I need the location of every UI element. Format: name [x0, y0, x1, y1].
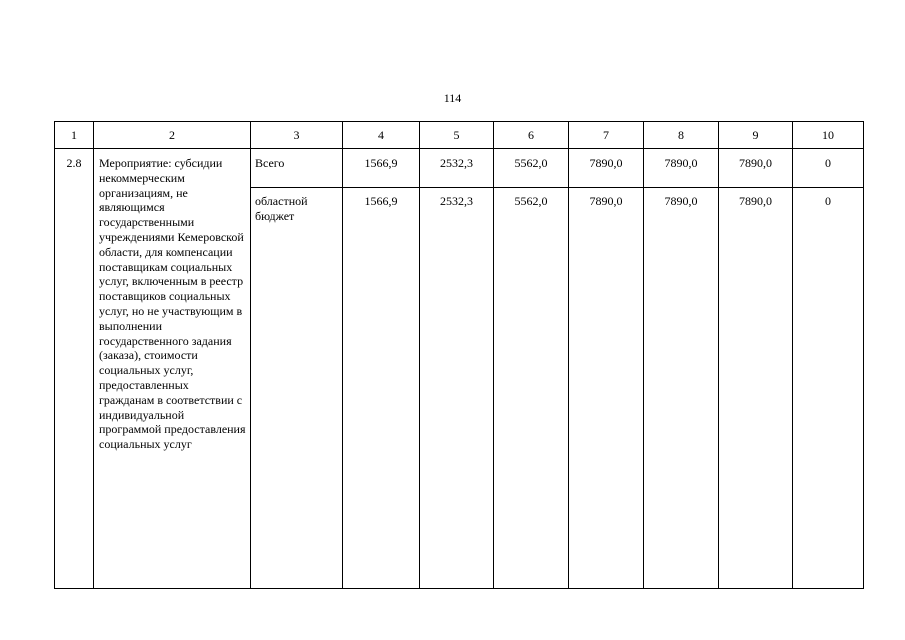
table-row [55, 149, 864, 188]
header-cell: 4 [343, 122, 420, 149]
funding-source-cell: Всего [251, 149, 343, 188]
value-cell: 2532,3 [420, 188, 494, 589]
value-cell: 0 [793, 149, 864, 188]
value-cell: 1566,9 [343, 188, 420, 589]
page-number: 114 [443, 91, 462, 105]
header-cell: 5 [420, 122, 494, 149]
measure-description-cell: Мероприятие: субсидии некоммерческим организациям, не являющимся государственными учреждениями Кемеровской области, для компенсации поставщикам социальных услуг, включенным в реестр поставщиков социальных услуг, но не участвующим в выполнении государственного задания (заказа), стоимости социальных услуг, предоставленных гражданам в соответствии с индивидуальной программой предоставления социальных услуг [94, 149, 251, 589]
value-cell: 7890,0 [719, 188, 793, 589]
header-cell: 3 [251, 122, 343, 149]
header-cell: 2 [94, 122, 251, 149]
value-cell: 5562,0 [494, 149, 569, 188]
table-header-row [55, 122, 864, 149]
value-cell: 0 [793, 188, 864, 589]
header-cell: 7 [569, 122, 644, 149]
funding-source-cell: областной бюджет [251, 188, 343, 589]
header-cell: 9 [719, 122, 793, 149]
value-cell: 7890,0 [719, 149, 793, 188]
value-cell: 2532,3 [420, 149, 494, 188]
value-cell: 5562,0 [494, 188, 569, 589]
header-cell: 1 [55, 122, 94, 149]
value-cell: 1566,9 [343, 149, 420, 188]
row-code-cell: 2.8 [55, 149, 94, 589]
value-cell: 7890,0 [569, 188, 644, 589]
header-cell: 10 [793, 122, 864, 149]
header-cell: 8 [644, 122, 719, 149]
value-cell: 7890,0 [644, 149, 719, 188]
header-cell: 6 [494, 122, 569, 149]
funding-table [54, 121, 864, 589]
value-cell: 7890,0 [569, 149, 644, 188]
value-cell: 7890,0 [644, 188, 719, 589]
